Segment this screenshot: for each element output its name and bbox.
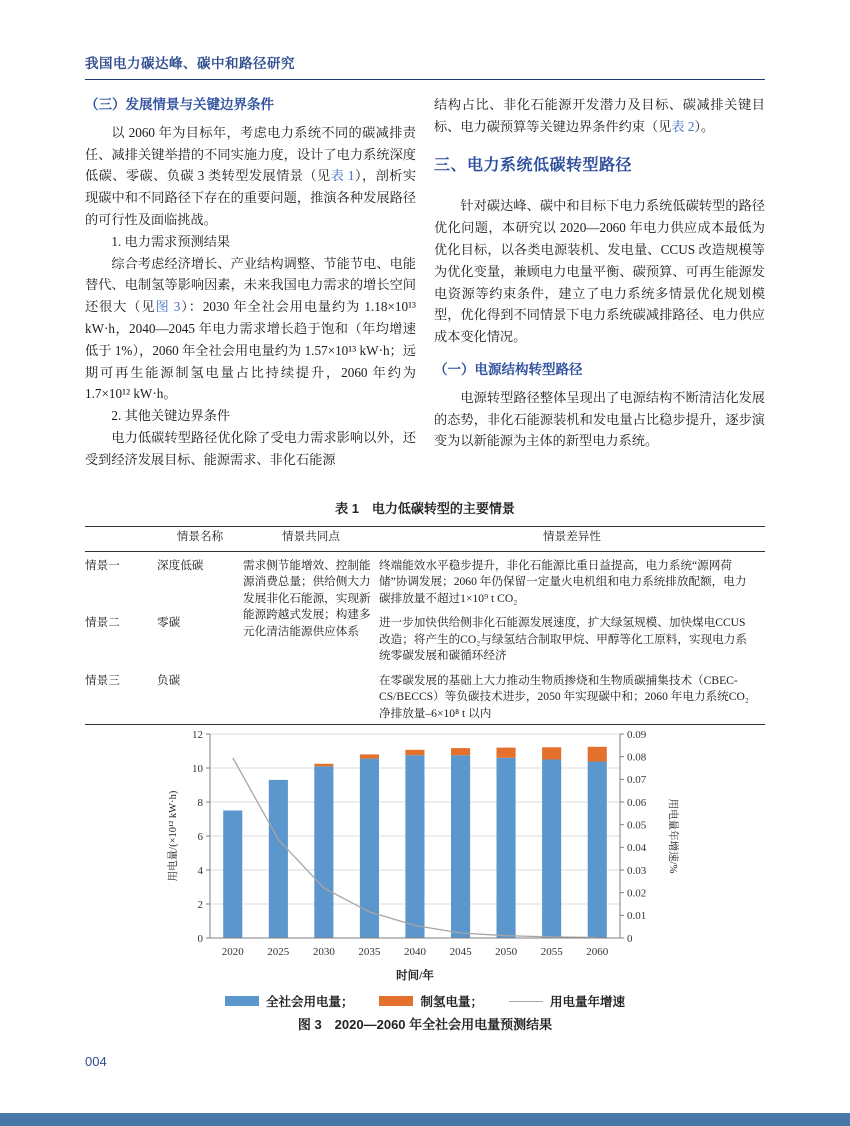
- svg-text:0.02: 0.02: [627, 887, 647, 900]
- svg-text:2050: 2050: [495, 946, 518, 958]
- svg-text:10: 10: [192, 762, 203, 775]
- svg-text:0.08: 0.08: [627, 751, 647, 764]
- paragraph: [85, 122, 416, 231]
- svg-text:2045: 2045: [449, 946, 472, 958]
- svg-text:4: 4: [197, 864, 203, 877]
- bar-line-chart: [160, 720, 684, 984]
- column-header-name: 情景名称: [157, 527, 243, 552]
- legend-swatch-growth-line: [509, 1001, 543, 1002]
- paragraph: [434, 94, 765, 138]
- paragraph-text: ），剖析实现碳中和不同路径下存在的重要问题，推演各种发展路径的可行性及面临挑战。: [85, 168, 417, 227]
- svg-text:2030: 2030: [312, 946, 335, 958]
- svg-text:用电量年增速/%: 用电量年增速/%: [667, 798, 678, 874]
- list-item-2: 2. 其他关键边界条件: [111, 408, 231, 424]
- scenario-table: [85, 526, 765, 725]
- column-header-diff: 情景差异性: [379, 527, 765, 552]
- paragraph: 电源转型路径整体呈现出了电源结构不断清洁化发展的态势，非化石能源装机和发电量占比稳步提升，逐步演变为以新能源为主体的新型电力系统。: [434, 389, 765, 449]
- svg-text:0.03: 0.03: [627, 864, 647, 877]
- chart-legend: [85, 992, 765, 1010]
- page-number: 004: [85, 1054, 107, 1069]
- paragraph-text: 结构占比、非化石能源开发潜力及目标、碳减排关键目标、电力碳预算等关键边界条件约束（见: [434, 97, 765, 134]
- figure3-reference-link[interactable]: 图 3: [155, 299, 181, 315]
- svg-text:0.01: 0.01: [627, 910, 647, 923]
- legend-swatch-consumption: [225, 996, 259, 1006]
- scenario-diff: 终端能效水平稳步提升，非化石能源比重日益提高，电力系统“源网荷储”协调发展；2060 年仍保留一定量火电机组和电力系统排放配额，电力碳排放量不超过1×10⁹ t CO₂: [379, 558, 747, 605]
- legend-swatch-hydrogen: [379, 996, 413, 1006]
- legend-label: 用电量年增速: [550, 995, 626, 1009]
- svg-text:0: 0: [197, 932, 203, 945]
- svg-text:2035: 2035: [358, 946, 381, 958]
- scenario-diff: 进一步加快供给侧非化石能源发展速度，扩大绿氢规模、加快煤电CCUS改造；将产生的CO₂与绿氢结合制取甲烷、甲醇等化工原料，实现电力系统零碳发展和碳循环经济: [379, 616, 747, 662]
- legend-item-hydrogen: [379, 992, 483, 1010]
- paragraph-text: ）：2030 年全社会用电量约为 1.18×10¹³ kW·h，2040—2045 年电力需求增长趋于饱和（年均增速低于 1%），2060 年全社会用电量约为 1.57×10¹³ kW·h；远期可再生能源制氢电量占比持续提升，2060 年约为 1.7×10¹² kW·h。: [85, 299, 417, 402]
- scenario-label: 情景三: [85, 673, 120, 687]
- svg-text:8: 8: [197, 796, 203, 809]
- svg-text:0.09: 0.09: [627, 728, 647, 741]
- scenario-name: 零碳: [157, 616, 181, 629]
- scenario-label: 情景二: [85, 616, 120, 629]
- table-row: [85, 609, 765, 667]
- svg-text:0.06: 0.06: [627, 796, 647, 809]
- table-row: [85, 551, 765, 609]
- scenario-name: 深度低碳: [157, 558, 204, 572]
- svg-text:0: 0: [627, 932, 633, 945]
- section-heading-1: （一）电源结构转型路径: [434, 361, 583, 377]
- section-heading-major: 三、电力系统低碳转型路径: [434, 156, 633, 174]
- svg-text:2060: 2060: [586, 946, 609, 958]
- running-header: 我国电力碳达峰、碳中和路径研究: [85, 52, 765, 80]
- svg-text:0.05: 0.05: [627, 819, 647, 832]
- paragraph: [85, 253, 416, 406]
- column-header-common: 情景共同点: [243, 527, 379, 552]
- figure-caption: 图 3 2020—2060 年全社会用电量预测结果: [297, 1017, 553, 1032]
- table1-reference-link[interactable]: 表 1: [330, 168, 355, 184]
- svg-text:时间/年: 时间/年: [396, 970, 434, 982]
- section-heading-3: （三）发展情景与关键边界条件: [85, 97, 274, 112]
- table1-block: [85, 498, 765, 725]
- left-column: [85, 94, 416, 471]
- svg-text:6: 6: [197, 830, 203, 843]
- paragraph-text: 以 2060 年为目标年，考虑电力系统不同的碳减排责任、减排关键举措的不同实施力度，设计了电力系统深度低碳、零碳、负碳 3 类转型发展情景（见: [85, 124, 416, 184]
- svg-text:0.04: 0.04: [627, 842, 647, 855]
- scenario-common-cell: 需求侧节能增效、控制能源消费总量；供给侧大力发展非化石能源，实现新能源跨越式发展；构建多元化清洁能源供应体系: [243, 558, 371, 638]
- paragraph-text: 综合考虑经济增长、产业结构调整、节能节电、电能替代、电制氢等影响因素，未来我国电力需求的增长空间还很大（见: [85, 255, 416, 315]
- svg-text:0.07: 0.07: [627, 774, 647, 787]
- scenario-diff: 在零碳发展的基础上大力推动生物质掺烧和生物质碳捕集技术（CBEC-CS/BECCS）等负碳技术进步，2050 年实现碳中和；2060 年电力系统CO₂净排放量–6×10⁸ t 以内: [379, 673, 749, 720]
- paragraph: 针对碳达峰、碳中和目标下电力系统低碳转型的路径优化问题，本研究以 2020—2060 年电力供应成本最低为优化目标，以各类电源装机、发电量、CCUS 改造规模等为优化变量，兼顾电力电量平衡、碳预算、可再生能源发电资源等约束条件，建立了电力系统多情景优化规划模型，优化得到不同情景下电力系统碳减排路径、电力供应成本变化情况。: [434, 198, 765, 345]
- svg-text:2040: 2040: [404, 946, 426, 958]
- paragraph: 电力低碳转型路径优化除了受电力需求影响以外，还受到经济发展目标、能源需求、非化石能源: [85, 429, 416, 467]
- table-row: [85, 667, 765, 725]
- svg-text:12: 12: [192, 728, 203, 741]
- svg-text:2: 2: [197, 898, 203, 911]
- table-header-row: [85, 527, 765, 552]
- figure3-chart: [160, 720, 684, 984]
- scenario-label: 情景一: [85, 558, 120, 572]
- list-item-1: 1. 电力需求预测结果: [111, 233, 231, 249]
- right-column: [434, 94, 765, 452]
- paragraph-text: ）。: [694, 118, 715, 134]
- scenario-name: 负碳: [157, 673, 181, 687]
- table2-reference-link[interactable]: 表 2: [671, 118, 695, 134]
- legend-label: 全社会用电量；: [265, 995, 354, 1009]
- table-title: 表 1 电力低碳转型的主要情景: [335, 501, 515, 516]
- column-header-blank: [85, 527, 157, 552]
- legend-item-growth-rate: [509, 992, 625, 1010]
- svg-text:2025: 2025: [267, 946, 290, 958]
- svg-text:2020: 2020: [221, 946, 244, 958]
- svg-text:2055: 2055: [540, 946, 563, 958]
- legend-item-consumption: [225, 992, 354, 1010]
- footer-accent-bar: [0, 1113, 850, 1126]
- legend-label: 制氢电量；: [420, 995, 483, 1009]
- svg-text:用电量/(×10¹² kW·h): 用电量/(×10¹² kW·h): [168, 790, 179, 882]
